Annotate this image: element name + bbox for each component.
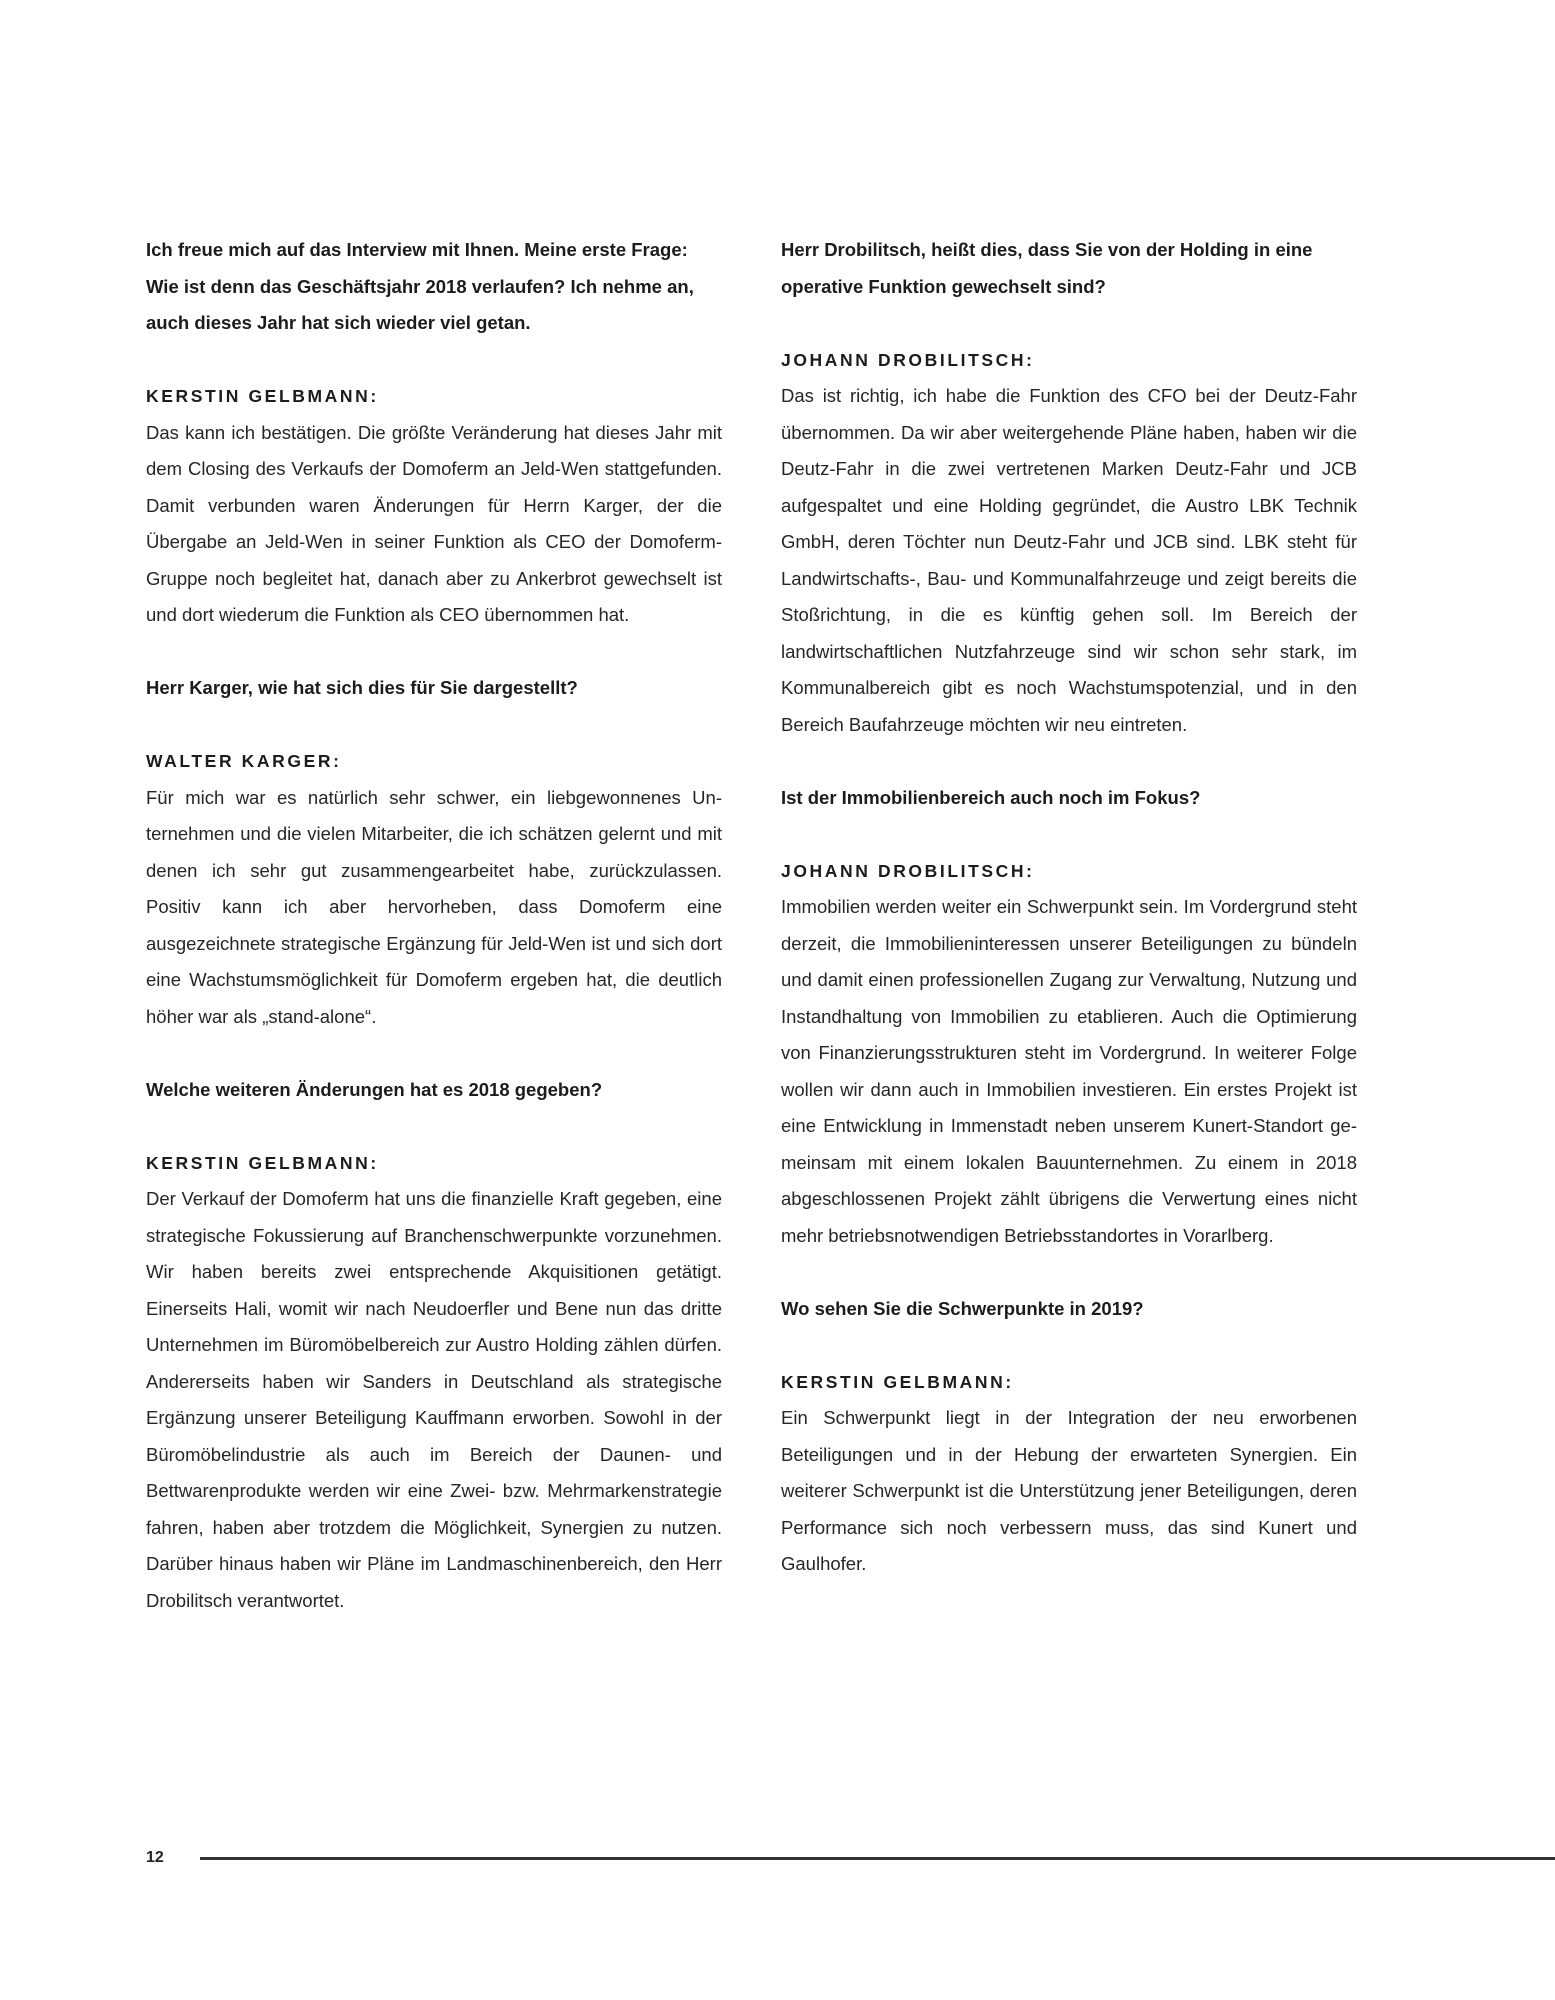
interview-answer: Für mich war es natürlich sehr schwer, ein liebgewonnenes Unternehmen und die vielen Mitarbeiter, die ich schätzen gelernt und mit denen ich sehr gut zusammengearbeitet habe, zurückzulassen. Positiv kann ich aber hervorheben, dass Domoferm eine ausgezeichnete strategische Ergänzung für Jeld-Wen ist und sich dort eine Wachstumsmöglichkeit für Domoferm ergeben hat, die deutlich höher war als „stand-alone“. <box>146 786 722 1027</box>
interview-answer: Das kann ich bestätigen. Die größte Veränderung hat dieses Jahr mit dem Closing des Verkaufs der Domoferm an Jeld-Wen stattgefunden. Damit verbunden waren Änderungen für Herrn Karger, der die Übergabe an Jeld-Wen in seiner Funktion als CEO der Domoferm-Gruppe noch begleitet hat, danach aber zu Ankerbrot gewechselt ist und dort wiederum die Funktion als CEO übernommen hat. <box>146 421 722 625</box>
interview-question: Wo sehen Sie die Schwerpunkte in 2019? <box>781 1297 1144 1319</box>
interview-question: Ist der Immobilienbereich auch noch im Fokus? <box>781 786 1201 808</box>
interview-question: Welche weiteren Änderungen hat es 2018 gegeben? <box>146 1078 603 1100</box>
interview-answer: Das ist richtig, ich habe die Funktion des CFO bei der Deutz-Fahr übernommen. Da wir aber weitergehende Pläne haben, haben wir die Deutz-Fahr in die zwei vertretenen Marken Deutz-Fahr und JCB aufgespaltet und eine Holding gegründet, die Austro LBK Technik GmbH, deren Töchter nun Deutz-Fahr und JCB sind. LBK steht für Landwirtschafts-, Bau- und Kommunalfahrzeuge und zeigt bereits die Stoßrichtung, in die es künftig gehen soll. Im Bereich der landwirtschaftlichen Nutzfahrzeuge sind wir schon sehr stark, im Kommunalbereich gibt es noch Wachstumspotenzial, und in den Bereich Baufahrzeuge möchten wir neu eintreten. <box>781 385 1357 735</box>
left-column <box>146 232 722 1656</box>
interview-answer: Immobilien werden weiter ein Schwerpunkt sein. Im Vordergrund steht derzeit, die Immobilieninteressen unserer Beteiligungen zu bündeln und damit einen professionellen Zugang zur Verwaltung, Nutzung und Instandhaltung von Immobilien zu etablieren. Auch die Optimierung von Finanzierungsstrukturen steht im Vordergrund. In weiterer Folge wollen wir dann auch in Immobilien investieren. Ein erstes Projekt ist eine Entwicklung in Immenstadt neben unserem Kunert-Standort gemeinsam mit einem lokalen Bauunternehmen. Zu einem in 2018 abgeschlossenen Projekt zählt übrigens die Verwertung eines nicht mehr betriebsnotwendigen Betriebsstandortes in Vorarlberg. <box>781 896 1357 1246</box>
interview-question: Herr Drobilitsch, heißt dies, dass Sie von der Holding in eine operative Funktion gewechselt sind? <box>781 239 1313 297</box>
speaker-name: KERSTIN GELBMANN: <box>146 386 379 406</box>
interview-question: Ich freue mich auf das Interview mit Ihnen. Meine erste Frage: Wie ist denn das Geschäftsjahr 2018 verlaufen? Ich nehme an, auch dieses Jahr hat sich wieder viel getan. <box>146 239 694 333</box>
speaker-name: JOHANN DROBILITSCH: <box>781 860 1035 881</box>
speaker-name: KERSTIN GELBMANN: <box>781 1371 1014 1392</box>
speaker-name: JOHANN DROBILITSCH: <box>781 349 1035 370</box>
speaker-name: WALTER KARGER: <box>146 751 342 771</box>
speaker-name: KERSTIN GELBMANN: <box>146 1152 379 1173</box>
interview-answer: Ein Schwerpunkt liegt in der Integration der neu erworbenen Beteiligungen und in der Hebung der erwarteten Synergien. Ein weiterer Schwerpunkt ist die Unterstützung jener Beteiligungen, deren Performance sich noch verbessern muss, das sind Kunert und Gaulhofer. <box>781 1407 1357 1574</box>
footer-divider <box>200 1857 1555 1860</box>
page-number: 12 <box>146 1849 164 1866</box>
interview-question: Herr Karger, wie hat sich dies für Sie dargestellt? <box>146 677 578 698</box>
right-column <box>781 232 1357 1619</box>
page-footer <box>146 1846 1555 1870</box>
interview-answer: Der Verkauf der Domoferm hat uns die finanzielle Kraft gegeben, eine strategische Fokussierung auf Branchenschwerpunkte vorzunehmen. Wir haben bereits zwei entsprechende Akquisitionen getätigt. Einerseits Hali, womit wir nach Neudoerfler und Bene nun das dritte Unternehmen im Büromöbelbereich zur Austro Holding zählen dürfen. Andererseits haben wir Sanders in Deutschland als strategische Ergänzung unserer Beteiligung Kauffmann erworben. Sowohl in der Büromöbelindustrie als auch im Bereich der Daunen- und Bettwarenprodukte werden wir eine Zwei- bzw. Mehrmarkenstrategie fahren, haben aber trotzdem die Möglichkeit, Synergien zu nutzen. Darüber hinaus haben wir Pläne im Landmaschinenbereich, den Herr Drobilitsch verantwortet. <box>146 1188 722 1611</box>
